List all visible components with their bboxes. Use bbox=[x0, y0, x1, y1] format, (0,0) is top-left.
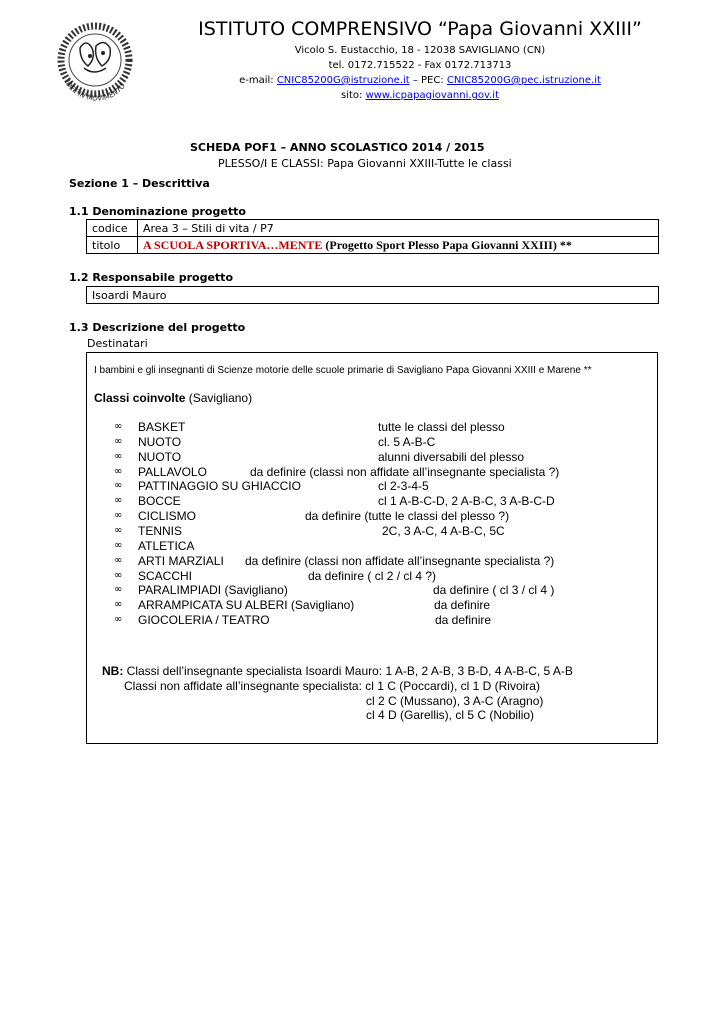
activity-detail: da definire ( cl 3 / cl 4 ) bbox=[433, 583, 555, 597]
titolo-value bbox=[138, 237, 659, 254]
institute-phone: tel. 0172.715522 - Fax 0172.713713 bbox=[328, 60, 512, 71]
activity-name: ATLETICA bbox=[138, 539, 195, 553]
activity-name: PARALIMPIADI (Savigliano) bbox=[138, 583, 288, 597]
activity-name: GIOCOLERIA / TEATRO bbox=[138, 613, 270, 627]
activity-name: BOCCE bbox=[138, 494, 181, 508]
activity-detail: da definire (tutte le classi del plesso ?) bbox=[305, 509, 510, 523]
scheda-title: SCHEDA POF1 – ANNO SCOLASTICO 2014 / 2015 bbox=[190, 141, 485, 154]
pec-link[interactable]: CNIC85200G@pec.istruzione.it bbox=[446, 75, 601, 86]
codice-value: Area 3 – Stili di vita / P7 bbox=[138, 220, 659, 237]
institute-address: Vicolo S. Eustacchio, 18 - 12038 SAVIGLIANO (CN) bbox=[294, 45, 546, 56]
activity-detail: cl. 5 A-B-C bbox=[378, 435, 436, 449]
bullet-icon: ∞ bbox=[114, 451, 123, 462]
activity-name: NUOTO bbox=[138, 435, 182, 449]
activity-detail: cl 2-3-4-5 bbox=[378, 479, 429, 493]
s11-heading: 1.1 Denominazione progetto bbox=[69, 205, 246, 218]
bullet-icon: ∞ bbox=[114, 495, 123, 506]
site-link[interactable]: www.icpapagiovanni.gov.it bbox=[365, 90, 500, 101]
activity-name: PALLAVOLO bbox=[138, 465, 207, 479]
activity-detail: da definire (classi non affidate all’insegnante specialista ?) bbox=[250, 465, 560, 479]
nb-text-3: cl 2 C (Mussano), 3 A-C (Aragno) bbox=[366, 694, 544, 708]
nb-line-1 bbox=[102, 664, 573, 678]
bullet-icon: ∞ bbox=[114, 584, 123, 595]
bullet-icon: ∞ bbox=[114, 466, 123, 477]
activity-detail: da definire ( cl 2 / cl 4 ?) bbox=[308, 569, 437, 583]
school-logo bbox=[50, 20, 140, 106]
activity-name: SCACCHI bbox=[138, 569, 193, 583]
plesso-line: PLESSO/I E CLASSI: Papa Giovanni XXIII-Tutte le classi bbox=[218, 157, 512, 170]
institute-email-line bbox=[160, 75, 680, 86]
project-name-table bbox=[86, 219, 659, 254]
activity-detail: cl 1 A-B-C-D, 2 A-B-C, 3 A-B-C-D bbox=[378, 494, 555, 508]
activity-name: TENNIS bbox=[138, 524, 183, 538]
logo-text: IDEE IN MOVIMENTO bbox=[63, 78, 128, 103]
institute-site-line bbox=[160, 90, 680, 101]
s13-heading: 1.3 Descrizione del progetto bbox=[69, 321, 246, 334]
classi-label: Classi coinvolte bbox=[94, 391, 186, 405]
nb-text-1: Classi dell’insegnante specialista Isoardi Mauro: 1 A-B, 2 A-B, 3 B-D, 4 A-B-C, 5 A-B bbox=[126, 664, 573, 678]
bullet-icon: ∞ bbox=[114, 480, 123, 491]
classi-line bbox=[94, 391, 252, 405]
titolo-rest-text: (Progetto Sport Plesso Papa Giovanni XXIII) ** bbox=[322, 237, 572, 252]
bullet-icon: ∞ bbox=[114, 540, 123, 551]
bullet-icon: ∞ bbox=[114, 599, 123, 610]
activity-detail: tutte le classi del plesso bbox=[378, 420, 505, 434]
activity-detail: da definire bbox=[434, 598, 491, 612]
site-label: sito: bbox=[340, 90, 363, 101]
codice-row bbox=[87, 220, 659, 237]
responsabile-table bbox=[86, 286, 659, 304]
activity-detail: alunni diversabili del plesso bbox=[378, 450, 525, 464]
classi-place: (Savigliano) bbox=[188, 391, 253, 405]
activity-name: ARRAMPICATA SU ALBERI (Savigliano) bbox=[138, 598, 355, 612]
bullet-icon: ∞ bbox=[114, 570, 123, 581]
institute-title: ISTITUTO COMPRENSIVO “Papa Giovanni XXIII” bbox=[198, 18, 642, 40]
activity-detail: 2C, 3 A-C, 4 A-B-C, 5C bbox=[382, 524, 505, 538]
s12-heading: 1.2 Responsabile progetto bbox=[69, 271, 233, 284]
bullet-icon: ∞ bbox=[114, 510, 123, 521]
titolo-row bbox=[87, 237, 659, 254]
email-label: e-mail: bbox=[239, 75, 274, 86]
activity-name: ARTI MARZIALI bbox=[138, 554, 224, 568]
activity-name: CICLISMO bbox=[138, 509, 197, 523]
nb-text-2: Classi non affidate all’insegnante specialista: cl 1 C (Poccardi), cl 1 D (Rivoira) bbox=[124, 679, 540, 693]
bullet-icon: ∞ bbox=[114, 436, 123, 447]
activity-detail: da definire (classi non affidate all’insegnante specialista ?) bbox=[245, 554, 555, 568]
activity-name: NUOTO bbox=[138, 450, 182, 464]
responsabile-value: Isoardi Mauro bbox=[87, 287, 659, 304]
activity-detail: da definire bbox=[435, 613, 492, 627]
activity-name: PATTINAGGIO SU GHIACCIO bbox=[138, 479, 301, 493]
destinatari-label: Destinatari bbox=[87, 337, 148, 350]
codice-label: codice bbox=[87, 220, 138, 237]
pec-label: – PEC: bbox=[412, 75, 444, 86]
section-heading: Sezione 1 – Descrittiva bbox=[69, 177, 210, 190]
bullet-icon: ∞ bbox=[114, 555, 123, 566]
intro-text: I bambini e gli insegnanti di Scienze motorie delle scuole primarie di Savigliano Papa Giovanni XXIII e Marene ** bbox=[94, 365, 592, 376]
nb-label: NB: bbox=[102, 664, 124, 678]
bullet-icon: ∞ bbox=[114, 421, 123, 432]
activity-name: BASKET bbox=[138, 420, 186, 434]
titolo-label: titolo bbox=[87, 237, 138, 254]
bullet-icon: ∞ bbox=[114, 525, 123, 536]
titolo-red-text: A SCUOLA SPORTIVA…MENTE bbox=[143, 237, 323, 252]
email-link[interactable]: CNIC85200G@istruzione.it bbox=[276, 75, 410, 86]
nb-text-4: cl 4 D (Garellis), cl 5 C (Nobilio) bbox=[366, 708, 535, 722]
bullet-icon: ∞ bbox=[114, 614, 123, 625]
